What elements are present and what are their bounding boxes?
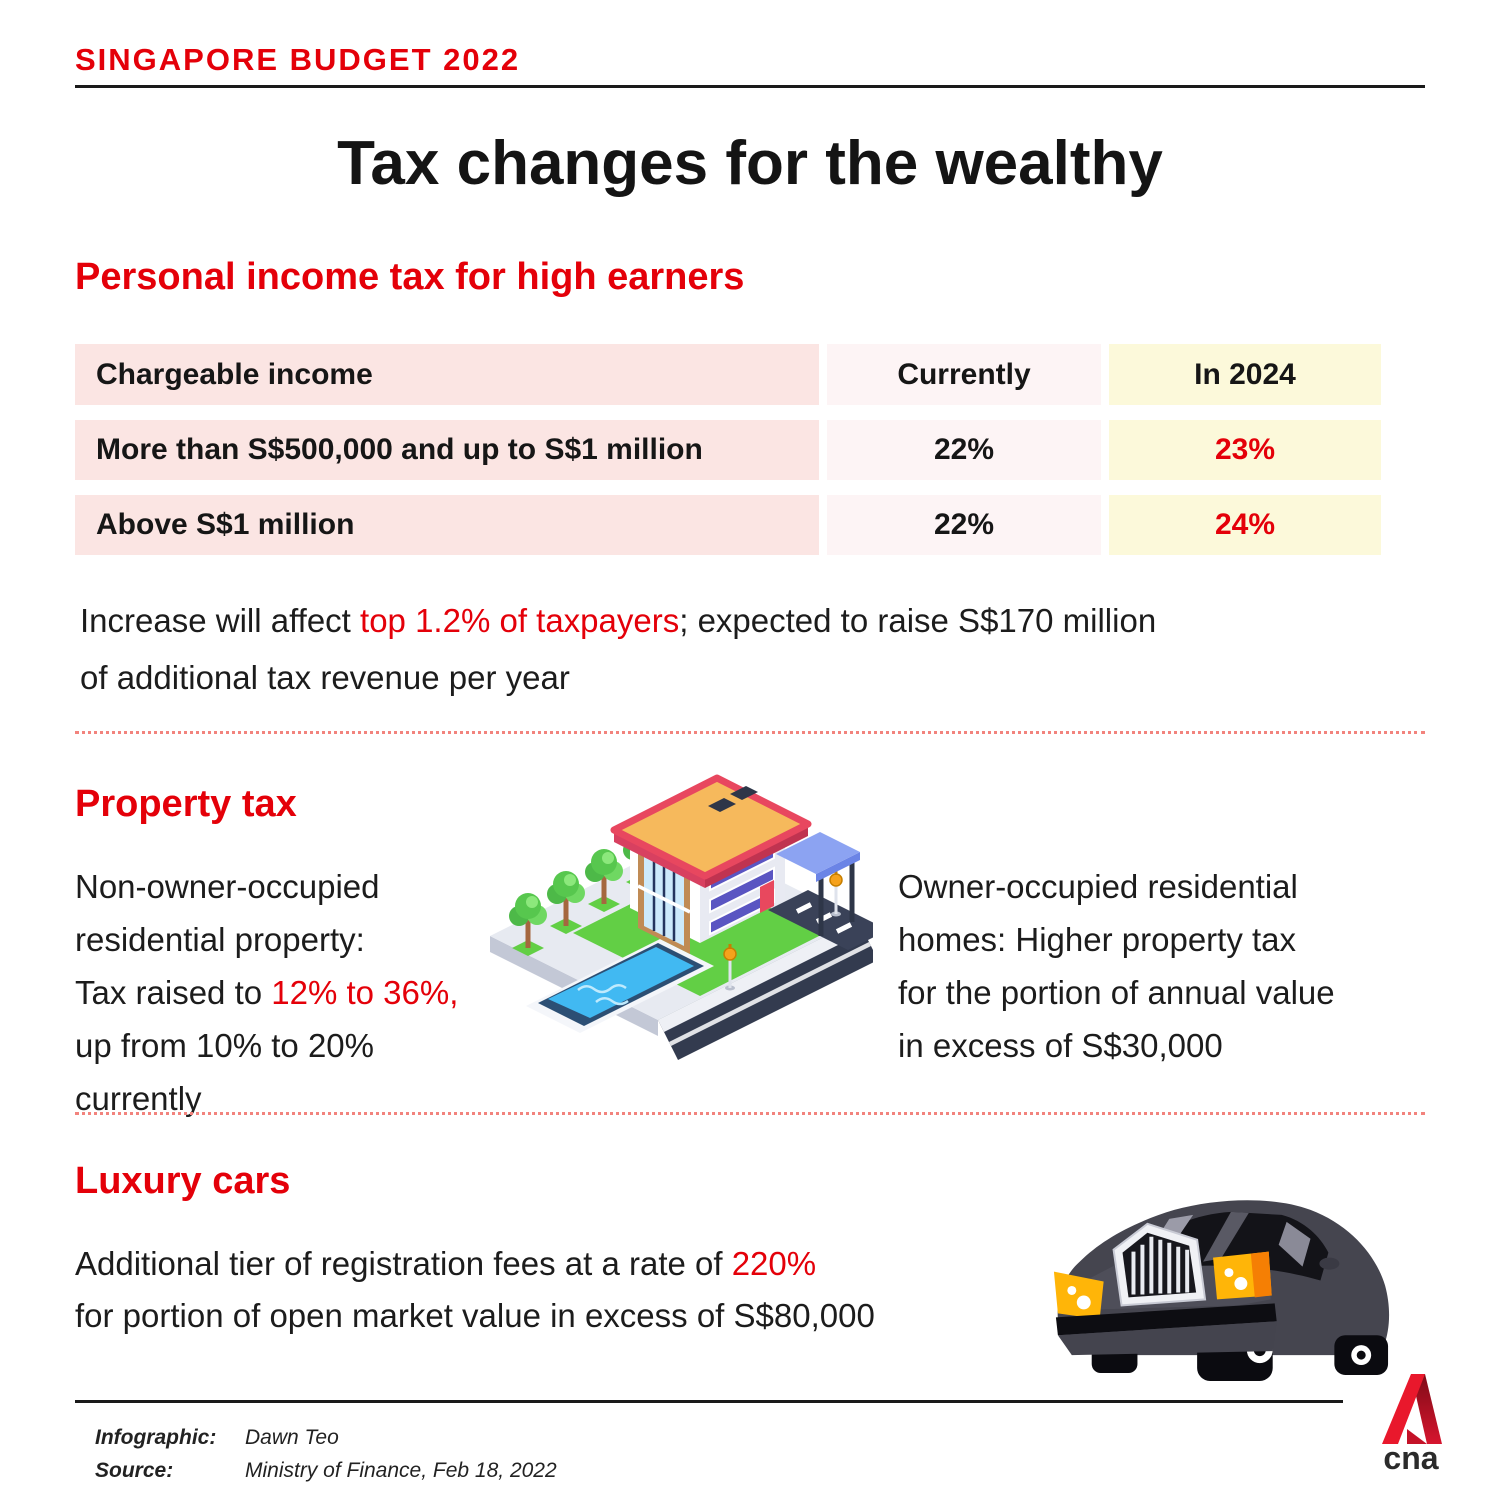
cna-logo [1378, 1372, 1444, 1472]
section-heading-luxury-cars: Luxury cars [75, 1160, 291, 1202]
infographic-value: Dawn Teo [245, 1426, 339, 1449]
footer-divider [75, 1400, 1343, 1403]
table-header-currently: Currently [827, 344, 1101, 405]
infographic-label: Infographic: [95, 1426, 217, 1449]
table-row-income-bracket: More than S$500,000 and up to S$1 million [75, 420, 819, 480]
dotted-divider [75, 731, 1425, 734]
income-tax-note: Increase will affect top 1.2% of taxpayers; expected to raise S$170 million of additional tax revenue per year [80, 602, 1157, 696]
property-highlight: 12% to 36%, [271, 974, 459, 1011]
table-header-in-2024: In 2024 [1109, 344, 1381, 405]
footer-credits [95, 1421, 557, 1487]
property-tax-left-text: Non-owner-occupied residential property: Tax raised to 12% to 36%, up from 10% to 20% currently [75, 868, 459, 1117]
dotted-divider [75, 1112, 1425, 1115]
table-cell-current-rate: 22% [827, 420, 1101, 480]
luxury-highlight: 220% [731, 1245, 817, 1282]
table-cell-2024-rate: 24% [1109, 495, 1381, 555]
section-heading-income-tax: Personal income tax for high earners [75, 256, 745, 298]
side-mirror [1319, 1258, 1339, 1270]
note-highlight: top 1.2% of taxpayers [360, 602, 680, 639]
page-title: Tax changes for the wealthy [337, 129, 1163, 198]
income-tax-table [75, 344, 1381, 555]
table-cell-current-rate: 22% [827, 495, 1101, 555]
luxury-car-illustration [1040, 1188, 1398, 1382]
isometric-house-illustration [478, 758, 873, 1080]
table-row-income-bracket: Above S$1 million [75, 495, 819, 555]
header-divider [75, 85, 1425, 88]
property-tax-right-text: Owner-occupied residential homes: Higher property tax for the portion of annual value in excess of S$30,000 [898, 868, 1335, 1064]
cna-logo-text: cna [1383, 1440, 1439, 1472]
table-cell-2024-rate: 23% [1109, 420, 1381, 480]
table-header-chargeable-income: Chargeable income [75, 344, 819, 405]
source-value: Ministry of Finance, Feb 18, 2022 [245, 1459, 557, 1482]
section-heading-property-tax: Property tax [75, 783, 297, 825]
source-label: Source: [95, 1459, 174, 1482]
luxury-cars-text: Additional tier of registration fees at a rate of 220% for portion of open market value in excess of S$80,000 [75, 1245, 875, 1334]
headlight-right [1213, 1252, 1272, 1300]
kicker: SINGAPORE BUDGET 2022 [75, 42, 521, 77]
